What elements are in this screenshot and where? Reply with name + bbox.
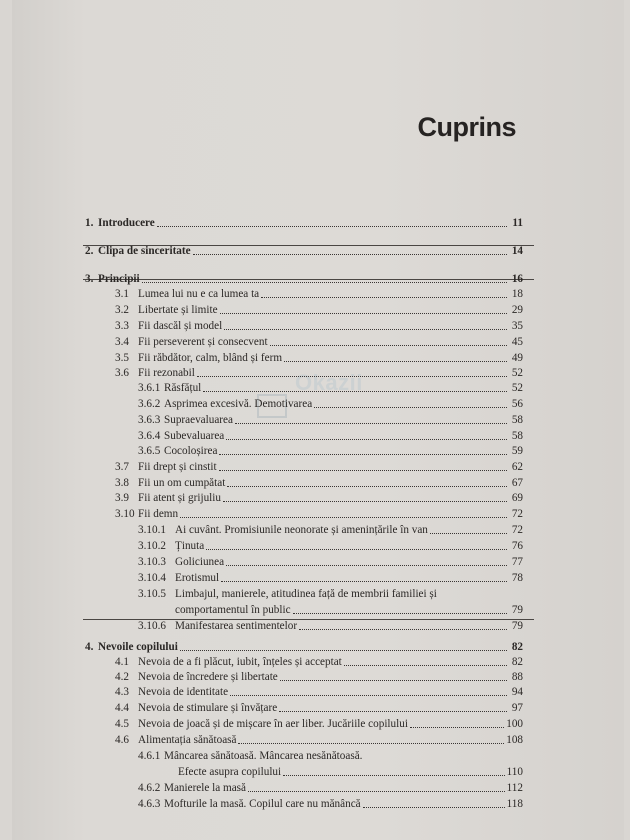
toc-entry-title: Principii	[98, 273, 140, 285]
toc-entry-number: 3.6.4	[138, 430, 161, 442]
toc-entry	[115, 458, 523, 474]
toc-entry	[115, 683, 523, 699]
toc-leader-dots	[314, 406, 507, 408]
toc-entry-number: 3.7	[115, 461, 129, 473]
toc-entry-page: 14	[511, 245, 523, 257]
toc-entry-page: 56	[511, 398, 523, 410]
toc-entry-number: 3.10	[115, 508, 135, 520]
toc-leader-dots	[227, 485, 507, 487]
toc-leader-dots	[430, 532, 507, 534]
toc-entry	[115, 699, 523, 715]
toc-entry-page: 45	[511, 336, 523, 348]
toc-entry-title: Nevoia de a fi plăcut, iubit, înțeles și acceptat	[138, 656, 342, 668]
toc-leader-dots	[226, 564, 507, 566]
toc-leader-dots	[238, 742, 504, 744]
toc-entry-page: 78	[511, 572, 523, 584]
page-title: Cuprins	[417, 112, 516, 142]
watermark-text: Okazii	[295, 370, 363, 395]
toc-leader-dots	[293, 612, 507, 614]
toc-entry-title: Clipa de sinceritate	[98, 245, 191, 257]
toc-entry-title: Fii răbdător, calm, blând și ferm	[138, 352, 283, 364]
toc-entry-title: Nevoia de stimulare și învățare	[138, 702, 278, 714]
toc-entry-title: Nevoia de joacă și de mișcare în aer liber. Jucăriile copilului	[138, 718, 408, 730]
toc-entry-page: 110	[506, 766, 523, 778]
toc-entry-number: 3.10.5	[138, 588, 166, 600]
toc-entry-page: 108	[506, 734, 523, 746]
toc-entry-number: 3.1	[115, 288, 129, 300]
toc-leader-dots	[206, 548, 507, 550]
toc-entry-number: 3.10.2	[138, 540, 166, 552]
toc-entry-title: Introducere	[98, 217, 155, 229]
toc-entry-page: 59	[511, 445, 523, 457]
toc-leader-dots	[219, 469, 507, 471]
toc-leader-dots	[344, 664, 507, 666]
toc-chapter-entry	[85, 214, 523, 230]
toc-leader-dots	[197, 375, 507, 377]
toc-entry	[115, 505, 523, 521]
toc-entry-number: 3.6	[115, 367, 129, 379]
toc-leader-dots	[279, 710, 507, 712]
toc-chapter-entry	[85, 638, 523, 654]
toc-entry-title: Mofturile la masă. Copilul care nu mănâncă	[164, 798, 361, 810]
toc-entry-title: Fii demn	[138, 508, 179, 520]
toc-entry-page: 72	[511, 524, 523, 536]
toc-entry	[138, 763, 523, 779]
toc-entry-page: 35	[511, 320, 523, 332]
toc-entry-title: Fii perseverent și consecvent	[138, 336, 268, 348]
toc-leader-dots	[226, 438, 507, 440]
toc-entry-number: 4.6.3	[138, 798, 161, 810]
toc-entry-page: 18	[511, 288, 523, 300]
toc-entry-number: 3.4	[115, 336, 129, 348]
toc-entry-page: 49	[511, 352, 523, 364]
toc-entry-title: Lumea lui nu e ca lumea ta	[138, 288, 260, 300]
toc-leader-dots	[180, 516, 507, 518]
toc-entry-number: 3.10.6	[138, 620, 166, 632]
toc-entry-page: 58	[511, 430, 523, 442]
toc-entry	[138, 585, 523, 601]
toc-entry	[115, 731, 523, 747]
toc-leader-dots	[363, 806, 505, 808]
toc-entry	[138, 521, 523, 537]
toc-entry	[115, 653, 523, 669]
toc-leader-dots	[248, 790, 505, 792]
toc-entry-title: Nevoia de încredere și libertate	[138, 671, 278, 683]
toc-entry-title: Goliciunea	[175, 556, 225, 568]
toc-leader-dots	[193, 253, 507, 255]
toc-entry-number: 3.	[85, 273, 94, 285]
toc-entry-number: 3.10.4	[138, 572, 166, 584]
toc-entry-title: Ai cuvânt. Promisiunile neonorate și amenințările în van	[175, 524, 428, 536]
toc-entry-number: 3.6.2	[138, 398, 161, 410]
toc-leader-dots	[299, 628, 507, 630]
toc-entry-title: Limbajul, manierele, atitudinea față de membrii familiei și	[175, 588, 437, 600]
toc-entry	[138, 427, 523, 443]
toc-leader-dots	[284, 360, 507, 362]
toc-leader-dots	[230, 694, 507, 696]
toc-entry	[115, 285, 523, 301]
toc-entry	[115, 715, 523, 731]
toc-entry-title: Erotismul	[175, 572, 220, 584]
toc-entry	[138, 395, 523, 411]
toc-entry-title: Fii un om cumpătat	[138, 477, 226, 489]
toc-entry-page: 52	[511, 382, 523, 394]
toc-entry-page: 118	[506, 798, 523, 810]
toc-entry-title: Supraevaluarea	[164, 414, 233, 426]
toc-leader-dots	[221, 580, 507, 582]
toc-entry-title: Cocoloșirea	[164, 445, 218, 457]
toc-entry	[138, 442, 523, 458]
toc-entry-page: 11	[512, 217, 523, 229]
toc-entry-page: 76	[511, 540, 523, 552]
toc-entry	[138, 795, 523, 811]
toc-leader-dots	[220, 312, 507, 314]
toc-leader-dots	[142, 281, 507, 283]
toc-entry	[138, 553, 523, 569]
toc-entry-title: Mâncarea sănătoasă. Mâncarea nesănătoasă.	[164, 750, 363, 762]
toc-entry-page: 82	[511, 656, 523, 668]
toc-entry-page: 97	[511, 702, 523, 714]
toc-entry-number: 2.	[85, 245, 94, 257]
toc-entry-title: Alimentația sănătoasă	[138, 734, 237, 746]
toc-entry-number: 3.8	[115, 477, 129, 489]
toc-entry	[115, 301, 523, 317]
toc-entry-page: 82	[511, 641, 523, 653]
toc-entry-number: 4.6.2	[138, 782, 161, 794]
toc-entry-page: 88	[511, 671, 523, 683]
toc-entry-page: 29	[511, 304, 523, 316]
toc-entry-number: 4.	[85, 641, 94, 653]
toc-entry	[115, 317, 523, 333]
toc-entry	[138, 411, 523, 427]
toc-entry	[138, 537, 523, 553]
toc-entry-title: Manierele la masă	[164, 782, 246, 794]
toc-entry-number: 3.6.3	[138, 414, 161, 426]
toc-entry-title: Fii dascăl și model	[138, 320, 223, 332]
toc-entry-number: 4.3	[115, 686, 129, 698]
toc-leader-dots	[203, 390, 507, 392]
toc-entry-number: 3.9	[115, 492, 129, 504]
toc-entry-number: 3.6.1	[138, 382, 161, 394]
toc-entry	[138, 779, 523, 795]
toc-entry-page: 67	[511, 477, 523, 489]
toc-entry-title: Subevaluarea	[164, 430, 225, 442]
toc-leader-dots	[219, 453, 507, 455]
toc-entry-page: 72	[511, 508, 523, 520]
toc-entry-title: Fii drept și cinstit	[138, 461, 217, 473]
table-of-contents	[12, 0, 624, 840]
toc-entry-page: 77	[511, 556, 523, 568]
toc-entry-number: 3.2	[115, 304, 129, 316]
toc-entry-title: Libertate și limite	[138, 304, 218, 316]
toc-chapter-entry	[85, 242, 523, 258]
toc-entry	[138, 617, 523, 633]
toc-entry	[115, 333, 523, 349]
toc-entry	[115, 668, 523, 684]
toc-entry-number: 4.6	[115, 734, 129, 746]
toc-leader-dots	[223, 500, 507, 502]
toc-entry-number: 4.1	[115, 656, 129, 668]
toc-leader-dots	[157, 225, 507, 227]
toc-leader-dots	[261, 296, 507, 298]
toc-leader-dots	[410, 726, 504, 728]
toc-entry-number: 3.10.3	[138, 556, 166, 568]
toc-leader-dots	[270, 344, 507, 346]
toc-entry-page: 58	[511, 414, 523, 426]
toc-entry	[138, 569, 523, 585]
toc-entry-number: 4.4	[115, 702, 129, 714]
toc-entry-title: Efecte asupra copilului	[178, 766, 282, 778]
toc-entry	[138, 601, 523, 617]
toc-entry-title: Ținuta	[175, 540, 205, 552]
toc-entry	[115, 364, 523, 380]
toc-entry-number: 1.	[85, 217, 94, 229]
toc-entry-title: Manifestarea sentimentelor	[175, 620, 298, 632]
toc-entry	[115, 489, 523, 505]
toc-entry-title: Fii atent și grijuliu	[138, 492, 221, 504]
toc-entry-title: Nevoile copilului	[98, 641, 178, 653]
toc-entry-page: 69	[511, 492, 523, 504]
toc-leader-dots	[180, 649, 507, 651]
toc-entry-number: 3.3	[115, 320, 129, 332]
toc-leader-dots	[280, 679, 507, 681]
toc-entry-page: 112	[506, 782, 523, 794]
book-page	[12, 0, 624, 840]
toc-entry-page: 94	[511, 686, 523, 698]
toc-leader-dots	[235, 422, 507, 424]
toc-entry-title: comportamentul în public	[175, 604, 291, 616]
toc-entry-page: 100	[506, 718, 523, 730]
toc-leader-dots	[283, 774, 504, 776]
toc-entry-page: 62	[511, 461, 523, 473]
toc-entry	[115, 349, 523, 365]
toc-entry-number: 3.6.5	[138, 445, 161, 457]
toc-entry-number: 3.5	[115, 352, 129, 364]
toc-entry-title: Nevoia de identitate	[138, 686, 229, 698]
toc-entry-number: 4.5	[115, 718, 129, 730]
toc-entry-title: Asprimea excesivă. Demotivarea	[164, 398, 313, 410]
toc-entry-page: 79	[511, 604, 523, 616]
toc-entry	[115, 474, 523, 490]
toc-entry-page: 79	[511, 620, 523, 632]
toc-entry-page: 16	[511, 273, 523, 285]
toc-chapter-entry	[85, 270, 523, 286]
toc-entry	[138, 747, 523, 763]
toc-entry-number: 3.10.1	[138, 524, 166, 536]
toc-entry	[138, 379, 523, 395]
toc-entry-number: 4.2	[115, 671, 129, 683]
toc-entry-title: Fii rezonabil	[138, 367, 195, 379]
toc-entry-title: Răsfățul	[164, 382, 202, 394]
toc-leader-dots	[224, 328, 507, 330]
toc-entry-number: 4.6.1	[138, 750, 161, 762]
toc-entry-page: 52	[511, 367, 523, 379]
